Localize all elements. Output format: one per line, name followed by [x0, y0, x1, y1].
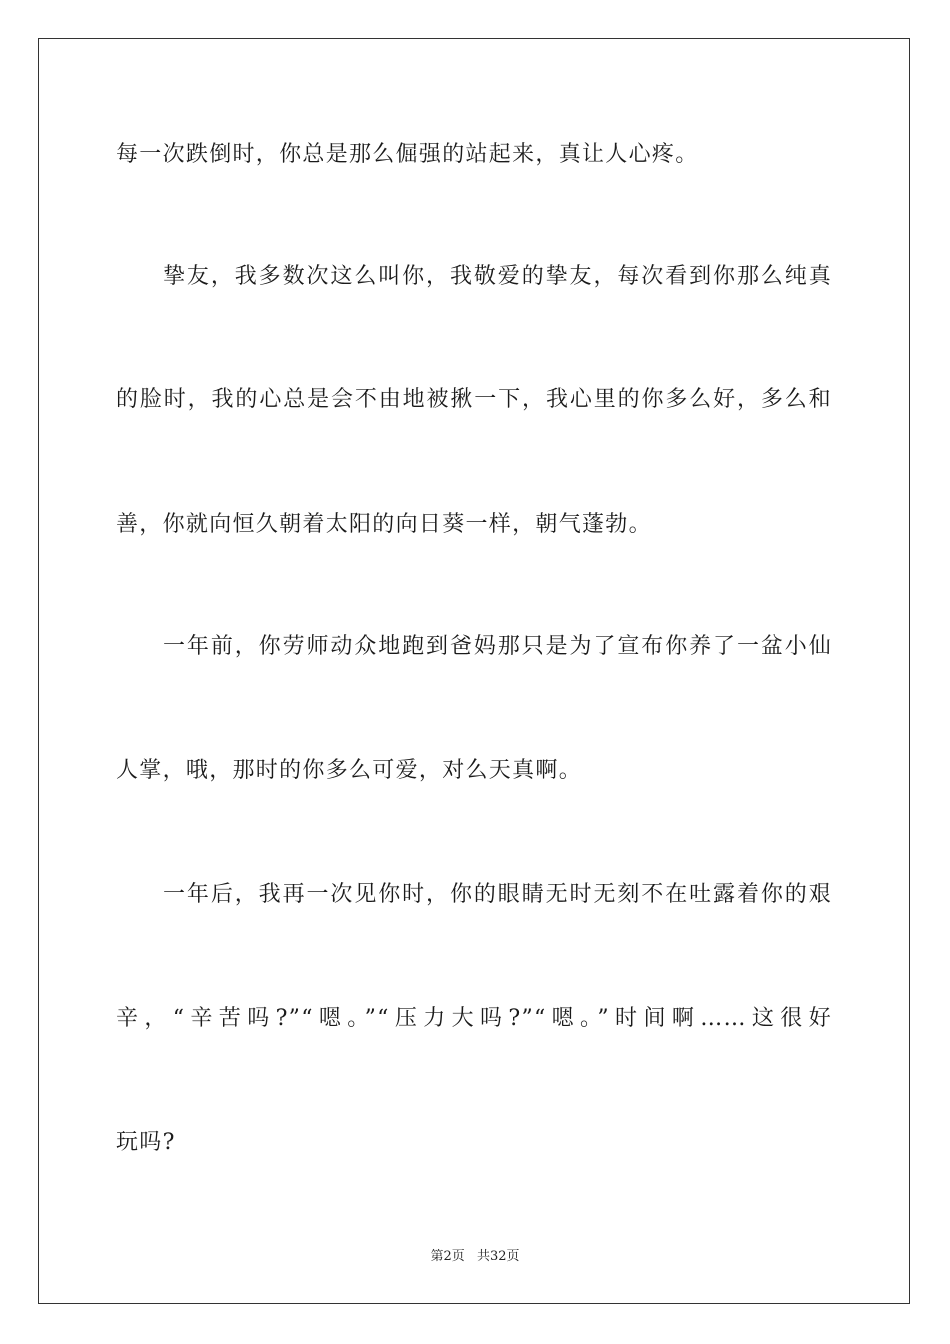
paragraph-line-7: 一年后，我再一次见你时，你的眼睛无时无刻不在吐露着你的艰 — [163, 882, 832, 907]
paragraph-line-8: 辛，“辛苦吗?”“嗯。”“压力大吗?”“嗯。”时间啊……这很好 — [116, 1006, 832, 1031]
paragraph-line-6: 人掌，哦，那时的你多么可爱，对么天真啊。 — [116, 758, 583, 783]
paragraph-line-4: 善，你就向恒久朝着太阳的向日葵一样，朝气蓬勃。 — [116, 512, 652, 537]
paragraph-line-9: 玩吗? — [116, 1130, 176, 1155]
paragraph-line-3: 的脸时，我的心总是会不由地被揪一下，我心里的你多么好，多么和 — [116, 387, 832, 412]
page-total: 共32页 — [476, 1249, 520, 1264]
paragraph-line-2: 挚友，我多数次这么叫你，我敬爱的挚友，每次看到你那么纯真 — [163, 264, 832, 289]
page-frame — [38, 38, 910, 1304]
page-footer — [0, 1248, 950, 1266]
paragraph-line-5: 一年前，你劳师动众地跑到爸妈那只是为了宣布你养了一盆小仙 — [163, 634, 832, 659]
page-number: 第2页 — [430, 1249, 465, 1264]
paragraph-line-1: 每一次跌倒时，你总是那么倔强的站起来，真让人心疼。 — [116, 142, 699, 167]
